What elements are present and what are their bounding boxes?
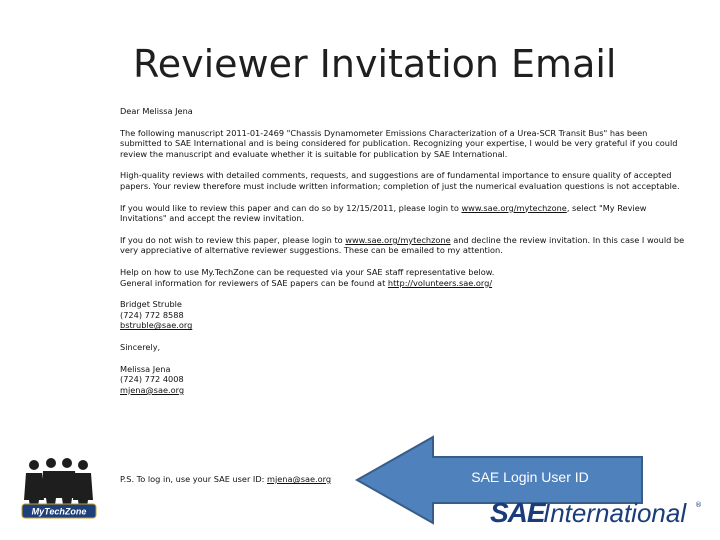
email-paragraph-help xyxy=(120,267,685,288)
mytechzone-link-decline[interactable]: www.sae.org/mytechzone xyxy=(345,234,451,245)
decline-text-before: If you do not wish to review this paper, please login to xyxy=(120,234,346,245)
accept-text-before: If you would like to review this paper and can do so by 12/15/2011, please login to xyxy=(120,202,462,213)
general-info-text: General information for reviewers of SAE papers can be found at xyxy=(120,277,388,288)
registered-mark: ® xyxy=(695,501,702,509)
accept-text-after: , select "My Review Invitations" and accept the review invitation. xyxy=(120,202,647,224)
email-paragraph-accept xyxy=(120,203,685,224)
mytechzone-logo-text: MyTechZone xyxy=(31,506,87,517)
international-wordmark: International xyxy=(543,498,687,528)
email-paragraph-quality: High-quality reviews with detailed comments, requests, and suggestions are of fundamental importance to ensure quality of accepted papers. Your review therefore must include written information; completion of just the numerical evaluation questions is not acceptable. xyxy=(120,170,680,191)
signer-name: Melissa Jena xyxy=(120,363,171,374)
mytechzone-link-accept[interactable]: www.sae.org/mytechzone xyxy=(461,202,567,213)
staff-phone: (724) 772 8588 xyxy=(120,309,184,320)
signer-email-link[interactable]: mjena@sae.org xyxy=(120,384,185,395)
email-paragraph-decline xyxy=(120,235,685,256)
email-closing: Sincerely, xyxy=(120,341,161,352)
signer-contact-block xyxy=(120,364,685,396)
email-greeting: Dear Melissa Jena xyxy=(120,106,193,116)
staff-name: Bridget Struble xyxy=(120,299,182,310)
staff-email-link[interactable]: bstruble@sae.org xyxy=(120,320,193,331)
people-silhouettes-icon xyxy=(20,456,98,522)
email-postscript xyxy=(120,474,331,485)
help-line: Help on how to use My.TechZone can be requested via your SAE staff representative below. xyxy=(120,266,495,277)
sae-international-logo xyxy=(490,497,715,533)
postscript-user-id-link[interactable]: mjena@sae.org xyxy=(267,474,332,484)
postscript-text: P.S. To log in, use your SAE user ID: xyxy=(120,474,268,484)
signer-phone: (724) 772 4008 xyxy=(120,374,184,385)
email-paragraph-manuscript: The following manuscript 2011-01-2469 "Chassis Dynamometer Emissions Characterization of a Urea-SCR Transit Bus" has been submitted to SAE International and is being considered for publication. Recognizing your expertise, I would be very grateful if you could review the manuscript and evaluate whether it is suitable for publication by SAE International. xyxy=(120,127,678,159)
mytechzone-logo xyxy=(20,456,98,522)
decline-text-after: and decline the review invitation. In this case I would be very appreciative of alternative reviewer suggestions. These can be emailed to my attention. xyxy=(120,234,685,256)
volunteers-link[interactable]: http://volunteers.sae.org/ xyxy=(387,277,493,288)
email-body xyxy=(120,106,685,406)
callout-label: SAE Login User ID xyxy=(471,469,589,485)
staff-contact-block xyxy=(120,299,685,331)
sae-wordmark: SAE xyxy=(490,497,545,528)
slide-title: Reviewer Invitation Email xyxy=(133,42,617,86)
